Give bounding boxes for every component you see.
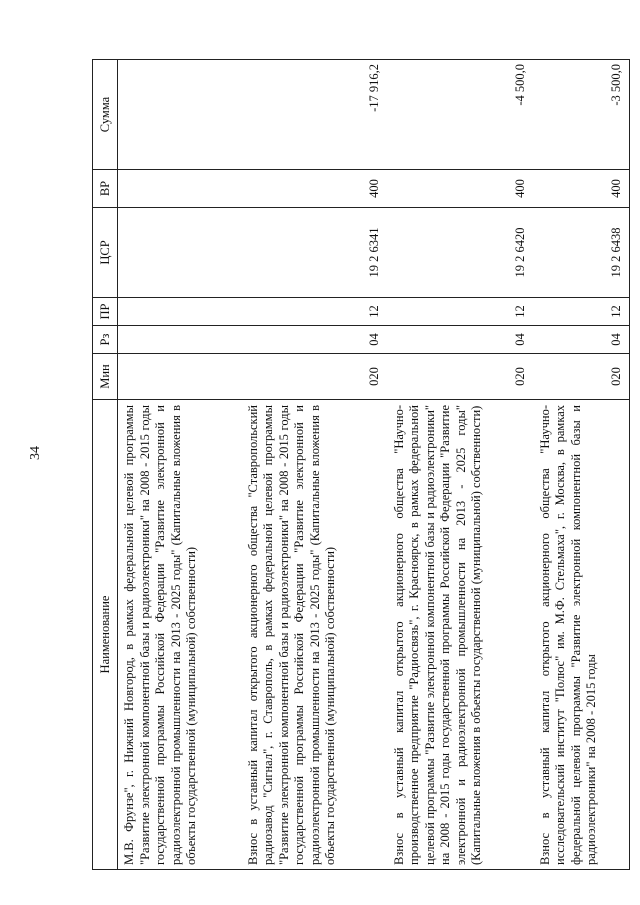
row-vr: 400 [534, 170, 630, 208]
row-pr: 12 [534, 298, 630, 326]
table-row [388, 60, 534, 870]
row-vr: 400 [388, 170, 534, 208]
row-min: 020 [242, 354, 388, 400]
row-rz [118, 326, 242, 354]
row-name: Взнос в уставный капитал открытого акционерного общества "Научно-производственное предприятие "Радиосвязь", г. Красноярск, в рамках федеральной целевой программы "Развитие электронной компонентной базы и радиоэлектроники" на 2008 - 2015 годы государственной программы Российской Федерации "Развитие электронной и радиоэлектронной промышленности на 2013 - 2025 годы" (Капитальные вложения в объекты государственной (муниципальной) собственности) [388, 400, 534, 870]
row-min: 020 [388, 354, 534, 400]
row-csr: 19 2 6341 [242, 208, 388, 298]
row-min: 020 [534, 354, 630, 400]
row-min [118, 354, 242, 400]
row-rz: 04 [534, 326, 630, 354]
header-rz: Рз [93, 326, 118, 354]
row-pr: 12 [242, 298, 388, 326]
row-rz: 04 [388, 326, 534, 354]
row-name: М.В. Фрунзе", г. Нижний Новгород, в рамках федеральной целевой программы "Развитие электронной компонентной базы и радиоэлектроники" на 2008 - 2015 годы государственной программы Российской Федерации "Развитие электронной и радиоэлектронной промышленности на 2013 - 2025 годы" (Капитальные вложения в объекты государственной (муниципальной) собственности) [118, 400, 242, 870]
header-sum: Сумма [93, 60, 118, 170]
table-header-row [93, 60, 118, 870]
row-pr [118, 298, 242, 326]
row-rz: 04 [242, 326, 388, 354]
header-pr: ПР [93, 298, 118, 326]
header-csr: ЦСР [93, 208, 118, 298]
row-pr: 12 [388, 298, 534, 326]
row-csr [118, 208, 242, 298]
header-name: Наименование [93, 400, 118, 870]
rotated-page [92, 60, 623, 870]
row-name: Взнос в уставный капитал открытого акционерного общества "Ставропольский радиозавод "Сигнал", г. Ставрополь, в рамках федеральной целевой программы "Развитие электронной компонентной базы и радиоэлектроники" на 2008 - 2015 годы государственной программы Российской Федерации "Развитие электронной и радиоэлектронной промышленности на 2013 - 2025 годы" (Капитальные вложения в объекты государственной (муниципальной) собственности) [242, 400, 388, 870]
table-row [242, 60, 388, 870]
row-vr: 400 [242, 170, 388, 208]
row-name: Взнос в уставный капитал открытого акционерного общества "Научно-исследовательский институт "Полюс" им. М.Ф. Стельмаха", г. Москва, в рамках федеральной целевой программы "Развитие электронной компонентной базы и радиоэлектроники" на 2008 - 2015 годы [534, 400, 630, 870]
table-row [118, 60, 242, 870]
table-row [534, 60, 630, 870]
header-min: Мин [93, 354, 118, 400]
budget-table [92, 59, 630, 870]
row-sum: -17 916,2 [242, 60, 388, 170]
row-csr: 19 2 6420 [388, 208, 534, 298]
row-vr [118, 170, 242, 208]
page-number: 34 [28, 446, 43, 460]
row-sum: -3 500,0 [534, 60, 630, 170]
row-sum [118, 60, 242, 170]
row-sum: -4 500,0 [388, 60, 534, 170]
row-csr: 19 2 6438 [534, 208, 630, 298]
header-vr: ВР [93, 170, 118, 208]
